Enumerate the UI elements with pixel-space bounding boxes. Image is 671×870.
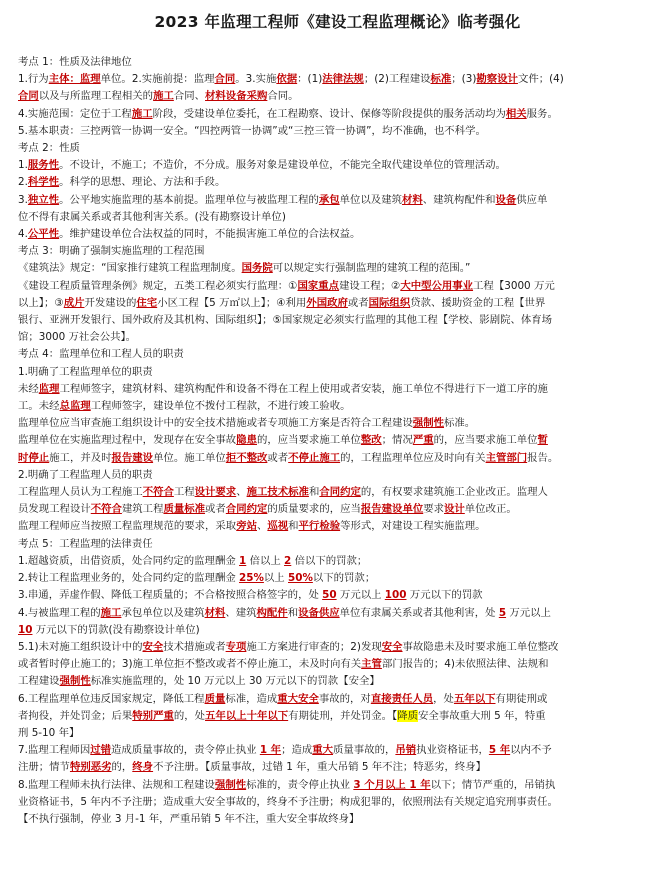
text-run: 以上 <box>263 572 288 585</box>
text-run: 工程师签字，建筑材料、建筑构配件和设备不得在工程上使用或者安装，施工单位不得进行下一道工序的施 <box>59 382 548 395</box>
highlighted-term: 吊销 <box>395 744 417 757</box>
text-line <box>18 605 657 622</box>
text-line <box>18 656 657 673</box>
marked-term: 降质 <box>397 709 419 722</box>
text-line <box>18 415 657 432</box>
highlighted-term: 特别严重 <box>132 709 174 722</box>
text-run: 小区工程【5 万㎡以上】；④利用 <box>157 296 307 309</box>
highlighted-term: 平行检验 <box>298 520 341 533</box>
text-run: 监理工程师应当按照工程监理规范的要求，采取 <box>18 520 237 533</box>
highlighted-term: 合同 <box>214 73 236 86</box>
highlighted-term: 报告建设单位 <box>360 503 424 516</box>
text-run: 5.1)未对施工组织设计中的 <box>18 640 143 653</box>
text-line <box>18 157 657 174</box>
text-run: 标准，造成 <box>225 692 278 705</box>
highlighted-term: 公平性 <box>27 228 60 241</box>
text-run: 或者 <box>267 451 289 464</box>
highlighted-term: 设备 <box>495 193 517 206</box>
text-run: 工程 <box>173 486 195 499</box>
text-run: 工程监理人员认为工程施工 <box>18 486 143 499</box>
text-line <box>18 725 657 742</box>
highlighted-term: 整改 <box>360 434 382 447</box>
text-run: 施工，并及时 <box>49 451 112 464</box>
text-run: 事故的，对 <box>318 692 371 705</box>
highlighted-term: 强制性 <box>214 778 247 791</box>
highlighted-term: 国际组织 <box>368 296 411 309</box>
text-run: 和 <box>287 606 299 619</box>
text-run: 倍以下的罚款； <box>291 554 368 567</box>
highlighted-term: 终身 <box>132 761 154 774</box>
text-line <box>18 450 657 467</box>
text-line <box>18 484 657 501</box>
text-line <box>18 570 657 587</box>
highlighted-term: 服务性 <box>27 159 60 172</box>
text-line <box>18 639 657 656</box>
highlighted-term: 承包 <box>318 193 340 206</box>
text-run: 的， <box>111 761 133 774</box>
text-run: 报告。 <box>527 451 559 464</box>
text-run: 馆；3000 万社会公共】。 <box>18 331 137 344</box>
highlighted-term: 特别恶劣 <box>69 761 112 774</box>
text-line <box>18 708 657 725</box>
text-run: 。3.实施 <box>235 73 277 86</box>
text-run: 2. <box>18 176 28 189</box>
highlighted-term: 1 年 <box>259 744 282 757</box>
highlighted-term: 不符合 <box>142 486 174 499</box>
text-run: 的，应当要求施工单位 <box>433 434 538 447</box>
highlighted-term: 100 <box>384 589 407 602</box>
text-run: 技术措施或者 <box>163 640 226 653</box>
text-run: 考点 5：工程监理的法律责任 <box>18 537 153 550</box>
text-run: 标准。 <box>444 417 476 430</box>
text-run: 考点 4：监理单位和工程人员的职责 <box>18 348 184 361</box>
text-run: 8.监理工程师未执行法律、法规和工程建设 <box>18 778 215 791</box>
text-run: 万元以上 <box>506 606 551 619</box>
highlighted-term: 5 年 <box>488 744 511 757</box>
text-run: 。科学的思想、理论、方法和手段。 <box>59 176 226 189</box>
text-run: 单位。施工单位 <box>153 451 226 464</box>
text-run: 注册；情节 <box>18 761 70 774</box>
text-run: 。公平地实施监理的基本前提。监理单位与被监理工程的 <box>59 193 319 206</box>
text-run: 建筑工程 <box>121 503 164 516</box>
highlighted-term: 合同 <box>18 90 39 103</box>
highlighted-term: 勘察设计 <box>476 73 518 86</box>
text-line <box>18 71 657 88</box>
text-run: 万元以下的罚款(没有勘察设计单位) <box>32 623 200 636</box>
text-run: 银行、亚洲开发银行、国外政府及其机构、国际组织】；⑤国家规定必须实行监理的其他工程【学校、影剧院、体育场 <box>18 314 553 327</box>
text-run: 3.串通，弄虚作假、降低工程质量的；不合格按照合格签字的，处 <box>18 589 323 602</box>
text-run: 1.明确了工程监理单位的职责 <box>18 365 153 378</box>
highlighted-term: 科学性 <box>27 176 60 189</box>
highlighted-term: 施工技术标准 <box>246 486 309 499</box>
highlighted-term: 施工 <box>100 606 122 619</box>
text-run: 、建筑 <box>225 606 257 619</box>
text-run: 不予注册。【质量事故，过错 1 年，重大吊销 5 年不注；特恶劣，终身】 <box>153 761 487 774</box>
highlighted-term: 拒不整改 <box>225 451 268 464</box>
text-run: 单位改正。 <box>464 503 517 516</box>
highlighted-term: 安全 <box>142 640 164 653</box>
text-run: 或者暂时停止施工的；3)施工单位拒不整改或者不停止施工，未及时向有关 <box>18 658 362 671</box>
text-run: 事故隐患未及时要求施工单位整改 <box>402 640 559 653</box>
highlighted-term: 总监理 <box>59 400 91 413</box>
highlighted-term: 旁站 <box>236 520 257 533</box>
highlighted-term: 外国政府 <box>306 296 348 309</box>
highlighted-term: 监理 <box>38 382 60 395</box>
text-run: 。维护建设单位合法权益的同时，不能损害施工单位的合法权益。 <box>59 228 361 241</box>
document-title: 2023 年监理工程师《建设工程监理概论》临考强化 <box>154 13 521 31</box>
text-run: 可以规定实行强制监理的建筑工程的范围。” <box>272 262 471 275</box>
text-run: 《建筑法》规定：“国家推行建筑工程监理制度。 <box>18 262 242 275</box>
text-run: 有期徒刑或 <box>495 692 548 705</box>
text-run: 的，应当要求施工单位 <box>256 434 361 447</box>
text-line <box>18 794 657 811</box>
text-run: 等形式，对建设工程实施监理。 <box>340 520 486 533</box>
text-run: 《建设工程质量管理条例》规定，五类工程必须实行监理：① <box>18 279 298 292</box>
text-run: 未经 <box>18 382 39 395</box>
text-line <box>18 673 657 690</box>
text-line <box>18 54 657 71</box>
text-run: 阶段，受建设单位委托，在工程勘察、设计、保修等阶段提供的服务活动均为 <box>152 107 506 120</box>
highlighted-term: 隐患 <box>236 434 257 447</box>
text-run: 单位以及建筑 <box>339 193 402 206</box>
text-line <box>18 501 657 518</box>
text-run: 2.转让工程监理业务的，处合同约定的监理酬金 <box>18 572 240 585</box>
text-run: 考点 1：性质及法律地位 <box>18 56 132 68</box>
highlighted-term: 大中型公用事业 <box>400 279 474 292</box>
text-line <box>18 346 657 363</box>
text-run: 业资格证书，5 年内不予注册；造成重大安全事故的，终身不予注册；构成犯罪的，依照刑法有关规定追究刑事责任。 <box>18 795 558 808</box>
highlighted-term: 主管 <box>361 658 382 671</box>
text-run: ；(2)工程建设 <box>363 73 431 86</box>
highlighted-term: 安全 <box>381 640 403 653</box>
text-run: 倍以上 <box>246 554 285 567</box>
highlighted-term: 施工 <box>131 107 153 120</box>
text-line <box>18 536 657 553</box>
text-run: 者拘役，并处罚金；后果 <box>18 709 133 722</box>
text-run: ；(3) <box>451 73 477 86</box>
text-run: 4. <box>18 228 28 241</box>
text-run: 工程建设 <box>18 675 60 688</box>
text-run: 监理单位应当审查施工组织设计中的安全技术措施或者专项施工方案是否符合工程建设 <box>18 417 413 430</box>
text-run: 的，有权要求建筑施工企业改正。监理人 <box>360 486 548 499</box>
text-line <box>18 278 657 295</box>
highlighted-term: 成片 <box>63 296 85 309</box>
text-run: 1.行为 <box>18 73 49 86</box>
highlighted-term: 标准 <box>430 73 452 86</box>
document-body <box>18 54 657 828</box>
text-run: 1. <box>18 159 28 172</box>
text-line <box>18 381 657 398</box>
highlighted-term: 材料 <box>401 193 423 206</box>
text-run: 监理单位在实施监理过程中，发现存在安全事故 <box>18 434 237 447</box>
text-run: 工程【3000 万元 <box>473 279 555 292</box>
highlighted-term: 质量标准 <box>163 503 206 516</box>
text-line <box>18 622 657 639</box>
highlighted-term: 重大 <box>312 744 334 757</box>
text-run: 要求 <box>423 503 445 516</box>
text-run: 万元以下的罚款 <box>406 589 483 602</box>
highlighted-term: 相关 <box>505 107 527 120</box>
highlighted-term: 5 <box>498 606 507 619</box>
text-run: 安全事故重大刑 5 年，特重 <box>418 709 546 722</box>
highlighted-term: 50 <box>322 589 337 602</box>
text-run: 贷款、援助资金的工程【世界 <box>410 296 546 309</box>
text-line <box>18 398 657 415</box>
text-line <box>18 140 657 157</box>
highlighted-term: 主管部门 <box>485 451 528 464</box>
text-line <box>18 226 657 243</box>
highlighted-term: 材料 <box>204 606 226 619</box>
text-run: 考点 2：性质 <box>18 142 80 155</box>
highlighted-term: 直接责任人员 <box>370 692 434 705</box>
text-run: 2.明确了工程监理人员的职责 <box>18 468 153 481</box>
text-run: 和 <box>308 486 320 499</box>
text-run: 4.实施范围：定位于工程 <box>18 107 132 120</box>
text-run: 。不设计，不施工；不造价，不分成。服务对象是建设单位，不能完全取代建设单位的管理活动。 <box>59 159 506 172</box>
text-line <box>18 432 657 449</box>
text-line <box>18 811 657 828</box>
highlighted-term: 五年以下 <box>453 692 496 705</box>
text-line <box>18 243 657 260</box>
highlighted-term: 质量 <box>204 692 226 705</box>
text-run: 或者 <box>347 296 369 309</box>
highlighted-term: 主体 <box>48 73 70 86</box>
text-run: 开发建设的 <box>84 296 137 309</box>
highlighted-term: 国家重点 <box>297 279 340 292</box>
highlighted-term: 暂 <box>537 434 548 447</box>
text-run: 位不得有隶属关系或者其他利害关系。(没有勘察设计单位) <box>18 210 286 223</box>
text-line <box>18 691 657 708</box>
text-line <box>18 106 657 123</box>
text-run: 以内不予 <box>510 744 552 757</box>
highlighted-term: 独立性 <box>27 193 60 206</box>
highlighted-term: 报告建设 <box>111 451 154 464</box>
highlighted-term: 国务院 <box>241 262 273 275</box>
highlighted-term: 25% <box>239 572 264 585</box>
highlighted-term: 施工 <box>153 90 174 103</box>
highlighted-term: 强制性 <box>412 417 445 430</box>
text-run: 万元以上 <box>336 589 385 602</box>
text-run: ；造成 <box>281 744 313 757</box>
highlighted-term: 重大安全 <box>277 692 319 705</box>
text-run: 或者 <box>205 503 226 516</box>
text-run: 以下的罚款； <box>312 572 376 585</box>
text-run: 部门报告的；4)未依照法律、法规和 <box>381 658 549 671</box>
text-line <box>18 174 657 191</box>
text-line <box>18 364 657 381</box>
text-run: 、 <box>256 520 268 533</box>
text-run: 承包单位以及建筑 <box>121 606 205 619</box>
text-line <box>18 295 657 312</box>
text-line <box>18 777 657 794</box>
text-line <box>18 192 657 209</box>
text-run: 有期徒刑，并处罚金。【 <box>288 709 398 722</box>
highlighted-term: 设计要求 <box>194 486 237 499</box>
text-run: 单位。2.实施前提：监理 <box>100 73 215 86</box>
text-line <box>18 553 657 570</box>
highlighted-term: 不符合 <box>90 503 122 516</box>
text-run: 3. <box>18 193 28 206</box>
text-run: 、 <box>236 486 247 499</box>
text-run: 供应单 <box>516 193 548 206</box>
highlighted-term: 五年以上十年以下 <box>205 709 289 722</box>
text-run: 以下；情节严重的，吊销执 <box>430 778 556 791</box>
highlighted-term: 3 个月以上 1 年 <box>353 778 431 791</box>
text-run: 执业资格证书， <box>416 744 489 757</box>
highlighted-term: 合同约定 <box>319 486 361 499</box>
text-line <box>18 329 657 346</box>
text-line <box>18 260 657 277</box>
text-run: ：(1) <box>297 73 323 86</box>
text-line <box>18 88 657 105</box>
highlighted-term: 不停止施工 <box>288 451 341 464</box>
text-run: 员发现工程设计 <box>18 503 91 516</box>
highlighted-term: 住宅 <box>136 296 158 309</box>
highlighted-term: 过错 <box>90 744 112 757</box>
text-line <box>18 209 657 226</box>
text-run: 的质量要求的，应当 <box>267 503 361 516</box>
text-line <box>18 467 657 484</box>
highlighted-term: 2 <box>284 554 292 567</box>
text-run: 、建筑构配件和 <box>422 193 496 206</box>
highlighted-term: 设备供应 <box>298 606 340 619</box>
text-run: 7.监理工程师因 <box>18 744 91 757</box>
highlighted-term: 50% <box>288 572 313 585</box>
text-line <box>18 742 657 759</box>
text-run: 标准的，责令停止执业 <box>246 778 354 791</box>
text-run: 文件；(4) <box>517 73 564 86</box>
text-run: 工。未经 <box>18 400 60 413</box>
highlighted-term: 巡视 <box>267 520 289 533</box>
text-run: ；情况 <box>381 434 413 447</box>
text-run: 4.与被监理工程的 <box>18 606 101 619</box>
text-run: 质量事故的， <box>333 744 396 757</box>
text-line <box>18 312 657 329</box>
highlighted-term: 构配件 <box>256 606 288 619</box>
text-run: 刑 5-10 年】 <box>18 726 80 739</box>
highlighted-term: 1 <box>239 554 247 567</box>
text-run: 5.基本职责：三控两管一协调一安全。“四控两管一协调”或“三控三管一协调”，均不准确，也不科学。 <box>18 124 486 137</box>
text-run: 合同。 <box>267 90 299 103</box>
text-run: 【不执行强制，停业 3 月-1 年，严重吊销 5 年不注，重大安全事故终身】 <box>18 812 360 825</box>
text-run: ，处 <box>433 692 454 705</box>
text-line <box>18 587 657 604</box>
text-run: 造成质量事故的，责令停止执业 <box>111 744 260 757</box>
highlighted-term: 依据 <box>276 73 298 86</box>
text-run: 以及与所监理工程相关的 <box>38 90 154 103</box>
text-run: 建设工程；② <box>339 279 401 292</box>
highlighted-term: 材料设备采购 <box>205 90 268 103</box>
text-run: 1.超越资质，出借资质，处合同约定的监理酬金 <box>18 554 240 567</box>
text-line <box>18 518 657 535</box>
text-run: 的，工程监理单位应及时向有关 <box>340 451 486 464</box>
highlighted-term: 10 <box>18 623 33 636</box>
text-run: 以上】；③ <box>18 296 64 309</box>
highlighted-term: 严重 <box>412 434 434 447</box>
highlighted-term: 专项 <box>225 640 247 653</box>
text-run: 施工方案进行审查的；2)发现 <box>246 640 382 653</box>
text-run: 标准实施监理的，处 10 万元以上 30 万元以下的罚款【安全】 <box>90 675 380 688</box>
text-line <box>18 759 657 776</box>
highlighted-term: 法律法规 <box>322 73 364 86</box>
text-run: 考点 3：明确了强制实施监理的工程范围 <box>18 245 205 258</box>
text-run: 合同、 <box>173 90 206 103</box>
text-line <box>18 123 657 140</box>
highlighted-term: ：监理 <box>69 73 101 86</box>
text-run: 工程师签字，建设单位不拨付工程款，不进行竣工验收。 <box>90 400 351 413</box>
highlighted-term: 合同约定 <box>225 503 268 516</box>
highlighted-term: 设计 <box>444 503 465 516</box>
text-run: 的，处 <box>173 709 206 722</box>
highlighted-term: 强制性 <box>59 675 91 688</box>
text-run: 服务。 <box>526 107 558 120</box>
text-run: 单位有隶属关系或者其他利害，处 <box>339 606 499 619</box>
highlighted-term: 时停止 <box>18 451 50 464</box>
text-run: 和 <box>288 520 299 533</box>
text-run: 6.工程监理单位违反国家规定，降低工程 <box>18 692 205 705</box>
